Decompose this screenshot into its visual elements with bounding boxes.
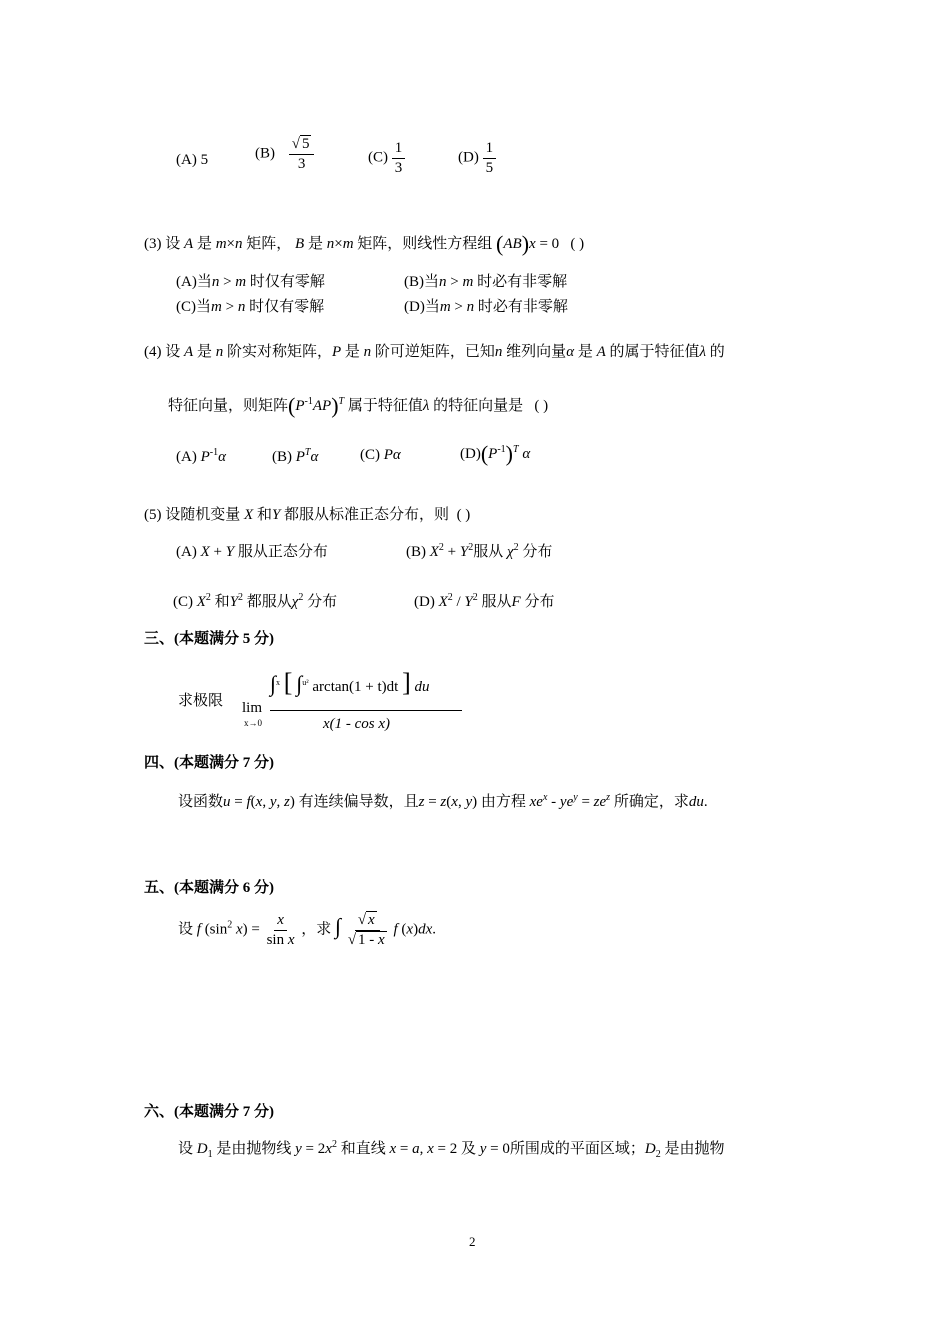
section-3-fraction-bar (270, 710, 462, 711)
q3-stem: (3) 设 A 是 m×n 矩阵， B 是 n×m 矩阵，则线性方程组 (AB)x = 0 ( ) (144, 231, 585, 256)
section-3-lim-sub: x→0 (244, 718, 262, 728)
section-6-title: 六、(本题满分 7 分) (144, 1104, 274, 1120)
q3-option-c: (C)当m > n 时仅有零解 (176, 299, 325, 315)
q2-d-numerator: 1 (483, 140, 497, 159)
section-4-title: 四、(本题满分 7 分) (144, 755, 274, 771)
q4-option-a: (A) $P^{-1}\alpha$ (176, 447, 226, 465)
q3-option-b: (B)当n > m 时必有非零解 (404, 274, 568, 290)
section-4-body: 设函数u = f(x, y, z) 有连续偏导数，且z = z(x, y) 由方程 $xe^x - ye^y = ze^z$ 所确定，求du. (178, 792, 708, 810)
section-3-prompt: 求极限 (178, 693, 224, 709)
q2-c-denominator: 3 (394, 159, 403, 176)
q4-stem-line2: 特征向量，则矩阵$(P^{-1}AP)^T$ 属于特征值λ 的特征向量是 ( ) (168, 393, 549, 418)
q2-d-denominator: 5 (485, 159, 494, 176)
q2-b-numerator: 5 (301, 136, 310, 152)
q4-option-c: (C) Pα (360, 447, 401, 463)
page-number: 2 (469, 1234, 476, 1249)
q3-option-d: (D)当m > n 时必有非零解 (404, 299, 568, 315)
q5-option-b: (B) $X^2 + Y^2$服从 $\chi^2$ 分布 (406, 542, 553, 560)
q4-option-b: (B) $P^T\alpha$ (272, 447, 319, 465)
q2-option-d-label: (D) (458, 149, 479, 166)
q2-b-denominator: 3 (297, 155, 306, 172)
section-3-lim: lim (242, 700, 263, 716)
q5-answer-blank: ( ) (456, 507, 471, 523)
section-6-body: 设 $D_1$ 是由抛物线 $y = 2x^2$ 和直线 x = a, x = 2 及 y = 0所围成的平面区域；$D_2$ 是由抛物 (178, 1139, 725, 1160)
section-3-title: 三、(本题满分 5 分) (144, 631, 274, 647)
q4-answer-blank: ( ) (534, 398, 549, 414)
q2-c-numerator: 1 (392, 140, 406, 159)
q2-option-d-fraction (483, 140, 497, 176)
q2-option-b (255, 136, 314, 172)
q3-option-a: (A)当n > m 时仅有零解 (176, 274, 325, 290)
section-3-numerator: ∫$^x$ [ ∫$^{u^2}$ arctan(1 + t)dt ] du (270, 668, 430, 697)
q2-option-c-fraction (392, 140, 406, 176)
q4-option-d: $(D)(P^{-1})^T$ α (460, 441, 531, 466)
q5-option-a: (A) X + Y 服从正态分布 (176, 544, 328, 560)
section-5-title: 五、(本题满分 6 分) (144, 880, 274, 896)
q2-option-b-fraction: $\frac{√ 5}{3}$ (289, 136, 315, 172)
q5-option-d: (D) $X^2 / Y^2$ 服从F 分布 (414, 592, 555, 610)
q5-stem: (5) 设随机变量 X 和Y 都服从标准正态分布，则 ( ) (144, 507, 471, 523)
q2-option-c (368, 140, 405, 176)
q2-option-d (458, 140, 496, 176)
q2-option-a: (A) 5 (176, 152, 209, 168)
section-5-body: 设 f ($\sin^2$ x) = $\frac{x}{\text{sin x}}$ ，求 ∫ $\frac{√ x}{√ 1 - x}$ f (x)dx. (178, 912, 436, 948)
q3-answer-blank: ( ) (570, 236, 585, 252)
q5-option-c: (C) $X^2$ 和$Y^2$ 都服从$\chi^2$ 分布 (173, 592, 338, 610)
q2-option-c-label: (C) (368, 149, 388, 166)
q4-stem-line1: (4) 设 A 是 n 阶实对称矩阵，P 是 n 阶可逆矩阵，已知n 维列向量α 是 A 的属于特征值λ 的 (144, 344, 725, 360)
section-3-denominator: x(1 - cos x) (323, 716, 391, 732)
q2-option-b-label: (B) (255, 145, 275, 162)
